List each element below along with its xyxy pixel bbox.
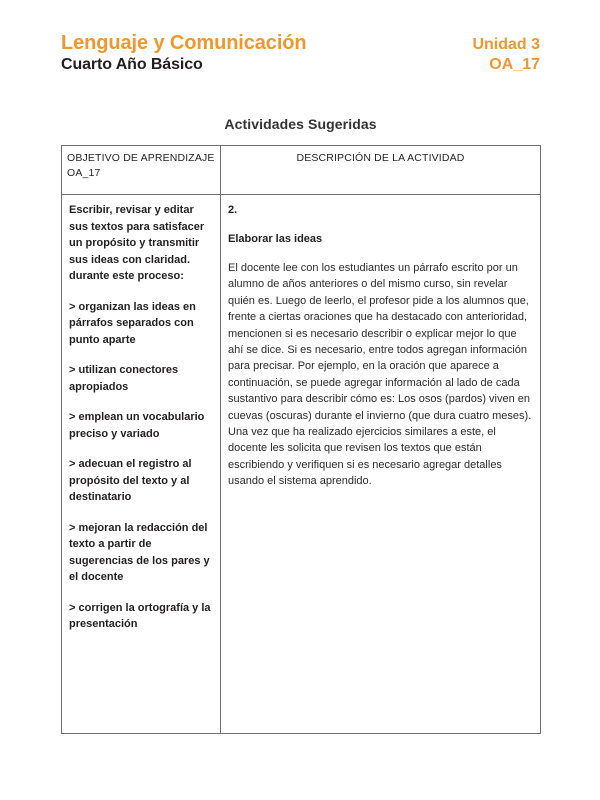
objective-indicator-item: > utilizan conectores apropiados (69, 364, 179, 393)
column-header-description: DESCRIPCIÓN DE LA ACTIVIDAD (221, 146, 541, 195)
masthead-row-secondary (61, 56, 540, 74)
column-header-objective: OBJETIVO DE APRENDIZAJE OA_17 (62, 146, 221, 195)
activity-number: 2. (228, 204, 238, 216)
activity-body-text: El docente lee con los estudiantes un párrafo escrito por un alumno de años anteriores o del mismo curso, sin revelar quién es. Luego de leerlo, el profesor pide a los alumnos que, frente a ciertas oraciones que ha destacado con anterioridad, mencionen si es necesario describir o explicar mejor lo que ahí se dice. Si es necesario, entre todos agregan información para precisar. Por ejemplo, en la oración que aparece a continuación, se puede agregar información al lado de cada sustantivo para describir cómo es: Los osos (pardos) viven en cuevas (oscuras) durante el invierno (que dura cuatro meses). Una vez que ha realizado ejercicios similares a este, el docente les solicita que revisen los textos que están escribiendo y verifiquen si es necesario agregar detalles usando el sistema aprendido. (228, 262, 532, 488)
objective-indicator-item: > organizan las ideas en párrafos separados con punto aparte (69, 300, 196, 346)
table-header-row (62, 146, 541, 195)
table-row (62, 195, 541, 734)
objective-indicator-item: > mejoran la redacción del texto a partir de sugerencias de los pares y el docente (69, 521, 210, 583)
objective-indicator-item: > corrigen la ortografía y la presentación (69, 601, 211, 630)
brand-title: Lenguaje y Comunicación (61, 32, 307, 54)
description-cell (221, 195, 541, 734)
masthead-row-primary (61, 32, 540, 55)
objective-intro-text: Escribir, revisar y editar sus textos para satisfacer un propósito y transmitir sus ideas con claridad. durante este proceso: (69, 204, 205, 282)
objective-indicator-item: > adecuan el registro al propósito del texto y al destinatario (69, 458, 192, 503)
activity-heading: Elaborar las ideas (228, 233, 323, 245)
activities-table (61, 145, 541, 734)
brand-subtitle: Cuarto Año Básico (61, 56, 203, 73)
masthead (61, 32, 540, 74)
table-body (62, 195, 541, 734)
objective-indicator-list (69, 299, 212, 633)
objective-cell (62, 195, 221, 734)
oa-code-label: OA_17 (489, 56, 540, 73)
objective-indicator-item: > emplean un vocabulario preciso y variado (69, 411, 205, 440)
table-header (62, 146, 541, 195)
unit-label: Unidad 3 (472, 36, 540, 53)
page-title: Actividades Sugeridas (224, 116, 377, 132)
